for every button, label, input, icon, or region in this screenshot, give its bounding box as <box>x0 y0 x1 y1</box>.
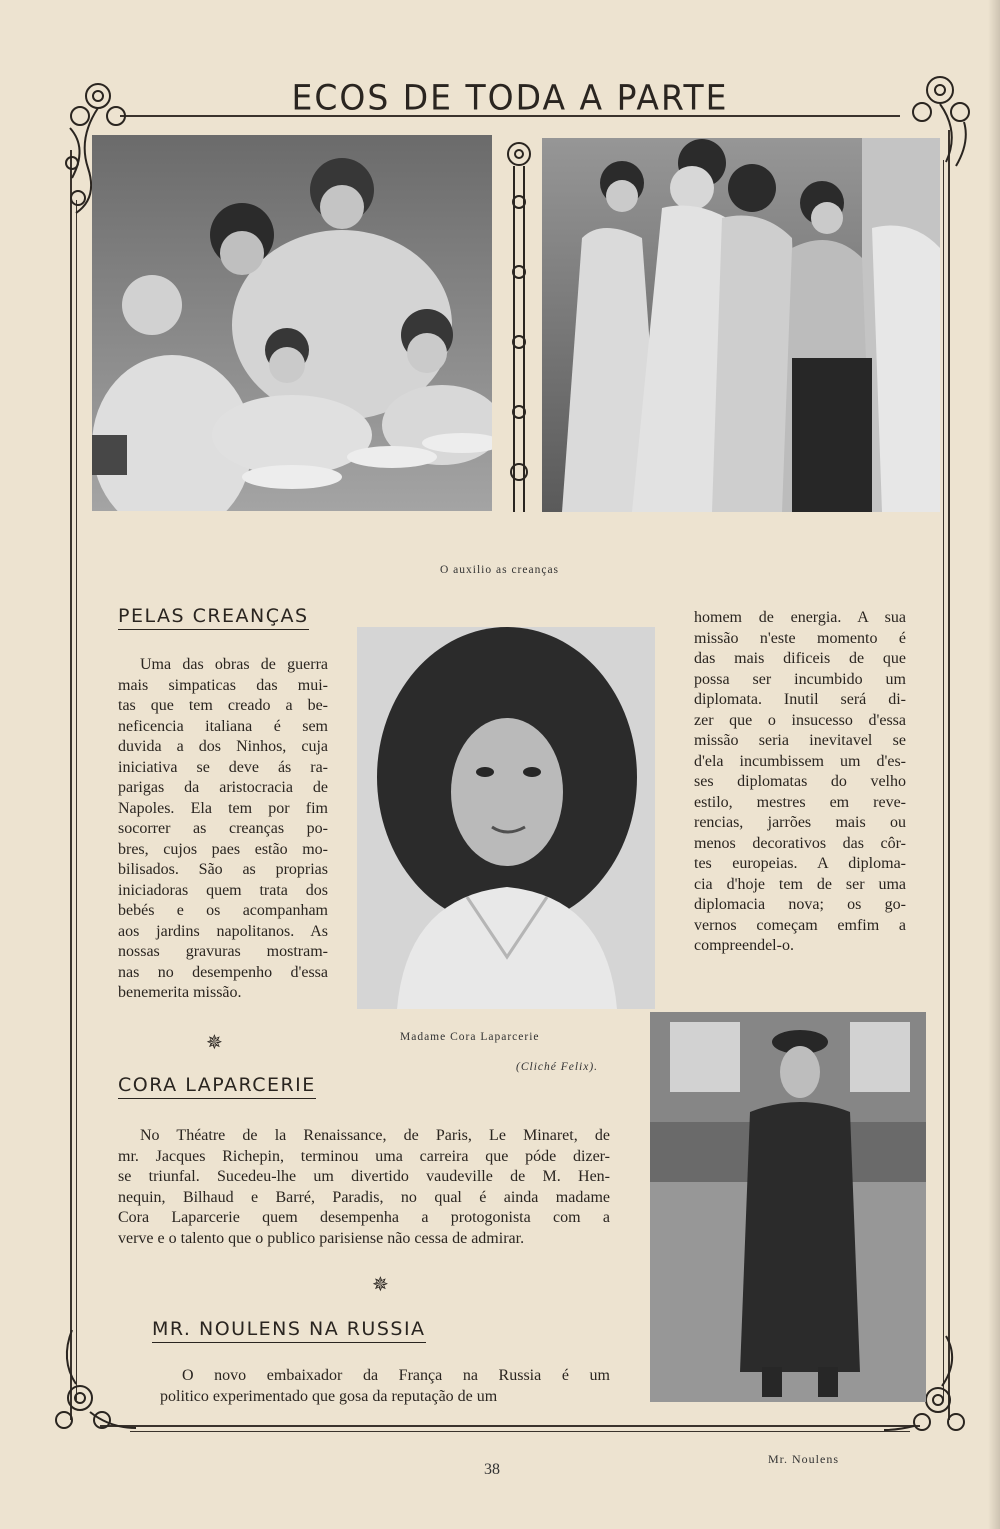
frame-left-line-inner <box>76 200 77 1400</box>
text-line: iniciadoras quem trata dos <box>118 881 328 899</box>
portrait-credit: (Cliché Felix). <box>516 1061 599 1073</box>
article-pelas-creancas <box>118 655 328 1004</box>
ornament-center-vine-icon <box>496 132 542 522</box>
heading-mr-noulens: MR. NOULENS NA RUSSIA <box>152 1318 426 1343</box>
heading-pelas-creancas: PELAS CREANÇAS <box>118 605 309 630</box>
text-line: benemerita missão. <box>118 984 242 1001</box>
text-line: cia d'hoje tem de ser uma <box>694 875 906 893</box>
article-mr-noulens <box>160 1366 610 1407</box>
text-line: possa ser incumbido um <box>694 670 906 688</box>
text-line: bres, cujos paes estão mo- <box>118 840 328 858</box>
text-line: Uma das obras de guerra <box>140 656 328 673</box>
text-line: bebés e os acompanham <box>118 902 328 919</box>
heading-cora-laparcerie: CORA LAPARCERIE <box>118 1074 316 1099</box>
text-line: mais simpaticas das mui- <box>118 676 328 694</box>
text-line: politico experimentado que gosa da reputação de um <box>160 1387 498 1405</box>
text-line: nequin, Bilhaud e Barré, Paradis, no qual é ainda madame <box>118 1188 610 1206</box>
separator-star-1: ✵ <box>206 1032 223 1054</box>
frame-bottom-line <box>100 1425 920 1427</box>
text-line: zer que o insucesso d'essa <box>694 711 906 729</box>
text-line: Napoles. Ela tem por fim <box>118 799 328 817</box>
frame-bottom-line-inner <box>130 1431 910 1432</box>
text-line: ses diplomatas do velho <box>694 773 906 790</box>
frame-left-line <box>70 150 72 1420</box>
text-line: nas no desempenho d'essa <box>118 963 328 981</box>
text-line: menos decorativos das côr- <box>694 834 906 852</box>
text-line: d'ela incumbissem um d'es- <box>694 752 906 770</box>
page-number: 38 <box>484 1461 500 1478</box>
text-line: homem de energia. A sua <box>694 609 906 626</box>
text-line: tas que tem creado a be- <box>118 697 328 714</box>
text-line: bilisados. São as proprias <box>118 861 328 878</box>
text-line: missão n'este momento é <box>694 629 906 647</box>
photo-cora-laparcerie-portrait <box>357 627 655 1009</box>
photo-children-eating <box>92 135 492 511</box>
separator-star-2: ✵ <box>372 1274 389 1296</box>
text-line: aos jardins napolitanos. As <box>118 922 328 940</box>
page-title: ECOS DE TODA A PARTE <box>291 77 729 118</box>
text-line: mr. Jacques Richepin, terminou uma carreira que póde dizer- <box>118 1147 610 1165</box>
text-line: diplomata. Inutil será di- <box>694 691 906 708</box>
text-line: parigas da aristocracia de <box>118 779 328 796</box>
ornament-bottom-left-icon <box>50 1320 140 1440</box>
text-line: se triunfal. Sucedeu-lhe um divertido vaudeville de M. Hen- <box>118 1168 610 1185</box>
text-line: iniciativa se deve ás ra- <box>118 758 328 776</box>
noulens-caption: Mr. Noulens <box>768 1452 839 1466</box>
text-line: socorrer as creanças po- <box>118 820 328 837</box>
text-line: No Théatre de la Renaissance, de Paris, Le Minaret, de <box>140 1127 610 1144</box>
top-photos-caption: O auxilio as creanças <box>440 564 560 576</box>
photo-women-holding-babies <box>542 138 940 512</box>
text-line: tes europeias. A diploma- <box>694 855 906 872</box>
text-line: missão seria inevitavel se <box>694 732 906 749</box>
article-right-column <box>694 608 906 957</box>
text-line: vernos começam emfim a <box>694 916 906 934</box>
text-line: nossas gravuras mostram- <box>118 943 328 960</box>
text-line: diplomacia nova; os go- <box>694 896 906 913</box>
text-line: verve e o talento que o publico parisiense não cessa de admirar. <box>118 1229 525 1247</box>
text-line: rencias, jarrões mais ou <box>694 814 906 831</box>
text-line: estilo, mestres em reve- <box>694 793 906 811</box>
text-line: Cora Laparcerie quem desempenha a protogonista com a <box>118 1209 610 1226</box>
page-edge-shadow <box>988 0 1000 1529</box>
text-line: neficencia italiana é sem <box>118 717 328 735</box>
frame-right-line-inner <box>943 160 944 1400</box>
text-line: duvida a dos Ninhos, cuja <box>118 738 328 755</box>
frame-right-line <box>948 130 950 1420</box>
article-cora-laparcerie <box>118 1126 610 1249</box>
text-line: O novo embaixador da França na Russia é um <box>182 1367 610 1384</box>
photo-mr-noulens <box>650 1012 926 1402</box>
text-line: compreendel-o. <box>694 937 794 954</box>
portrait-caption: Madame Cora Laparcerie <box>400 1031 540 1043</box>
text-line: das mais dificeis de que <box>694 650 906 667</box>
